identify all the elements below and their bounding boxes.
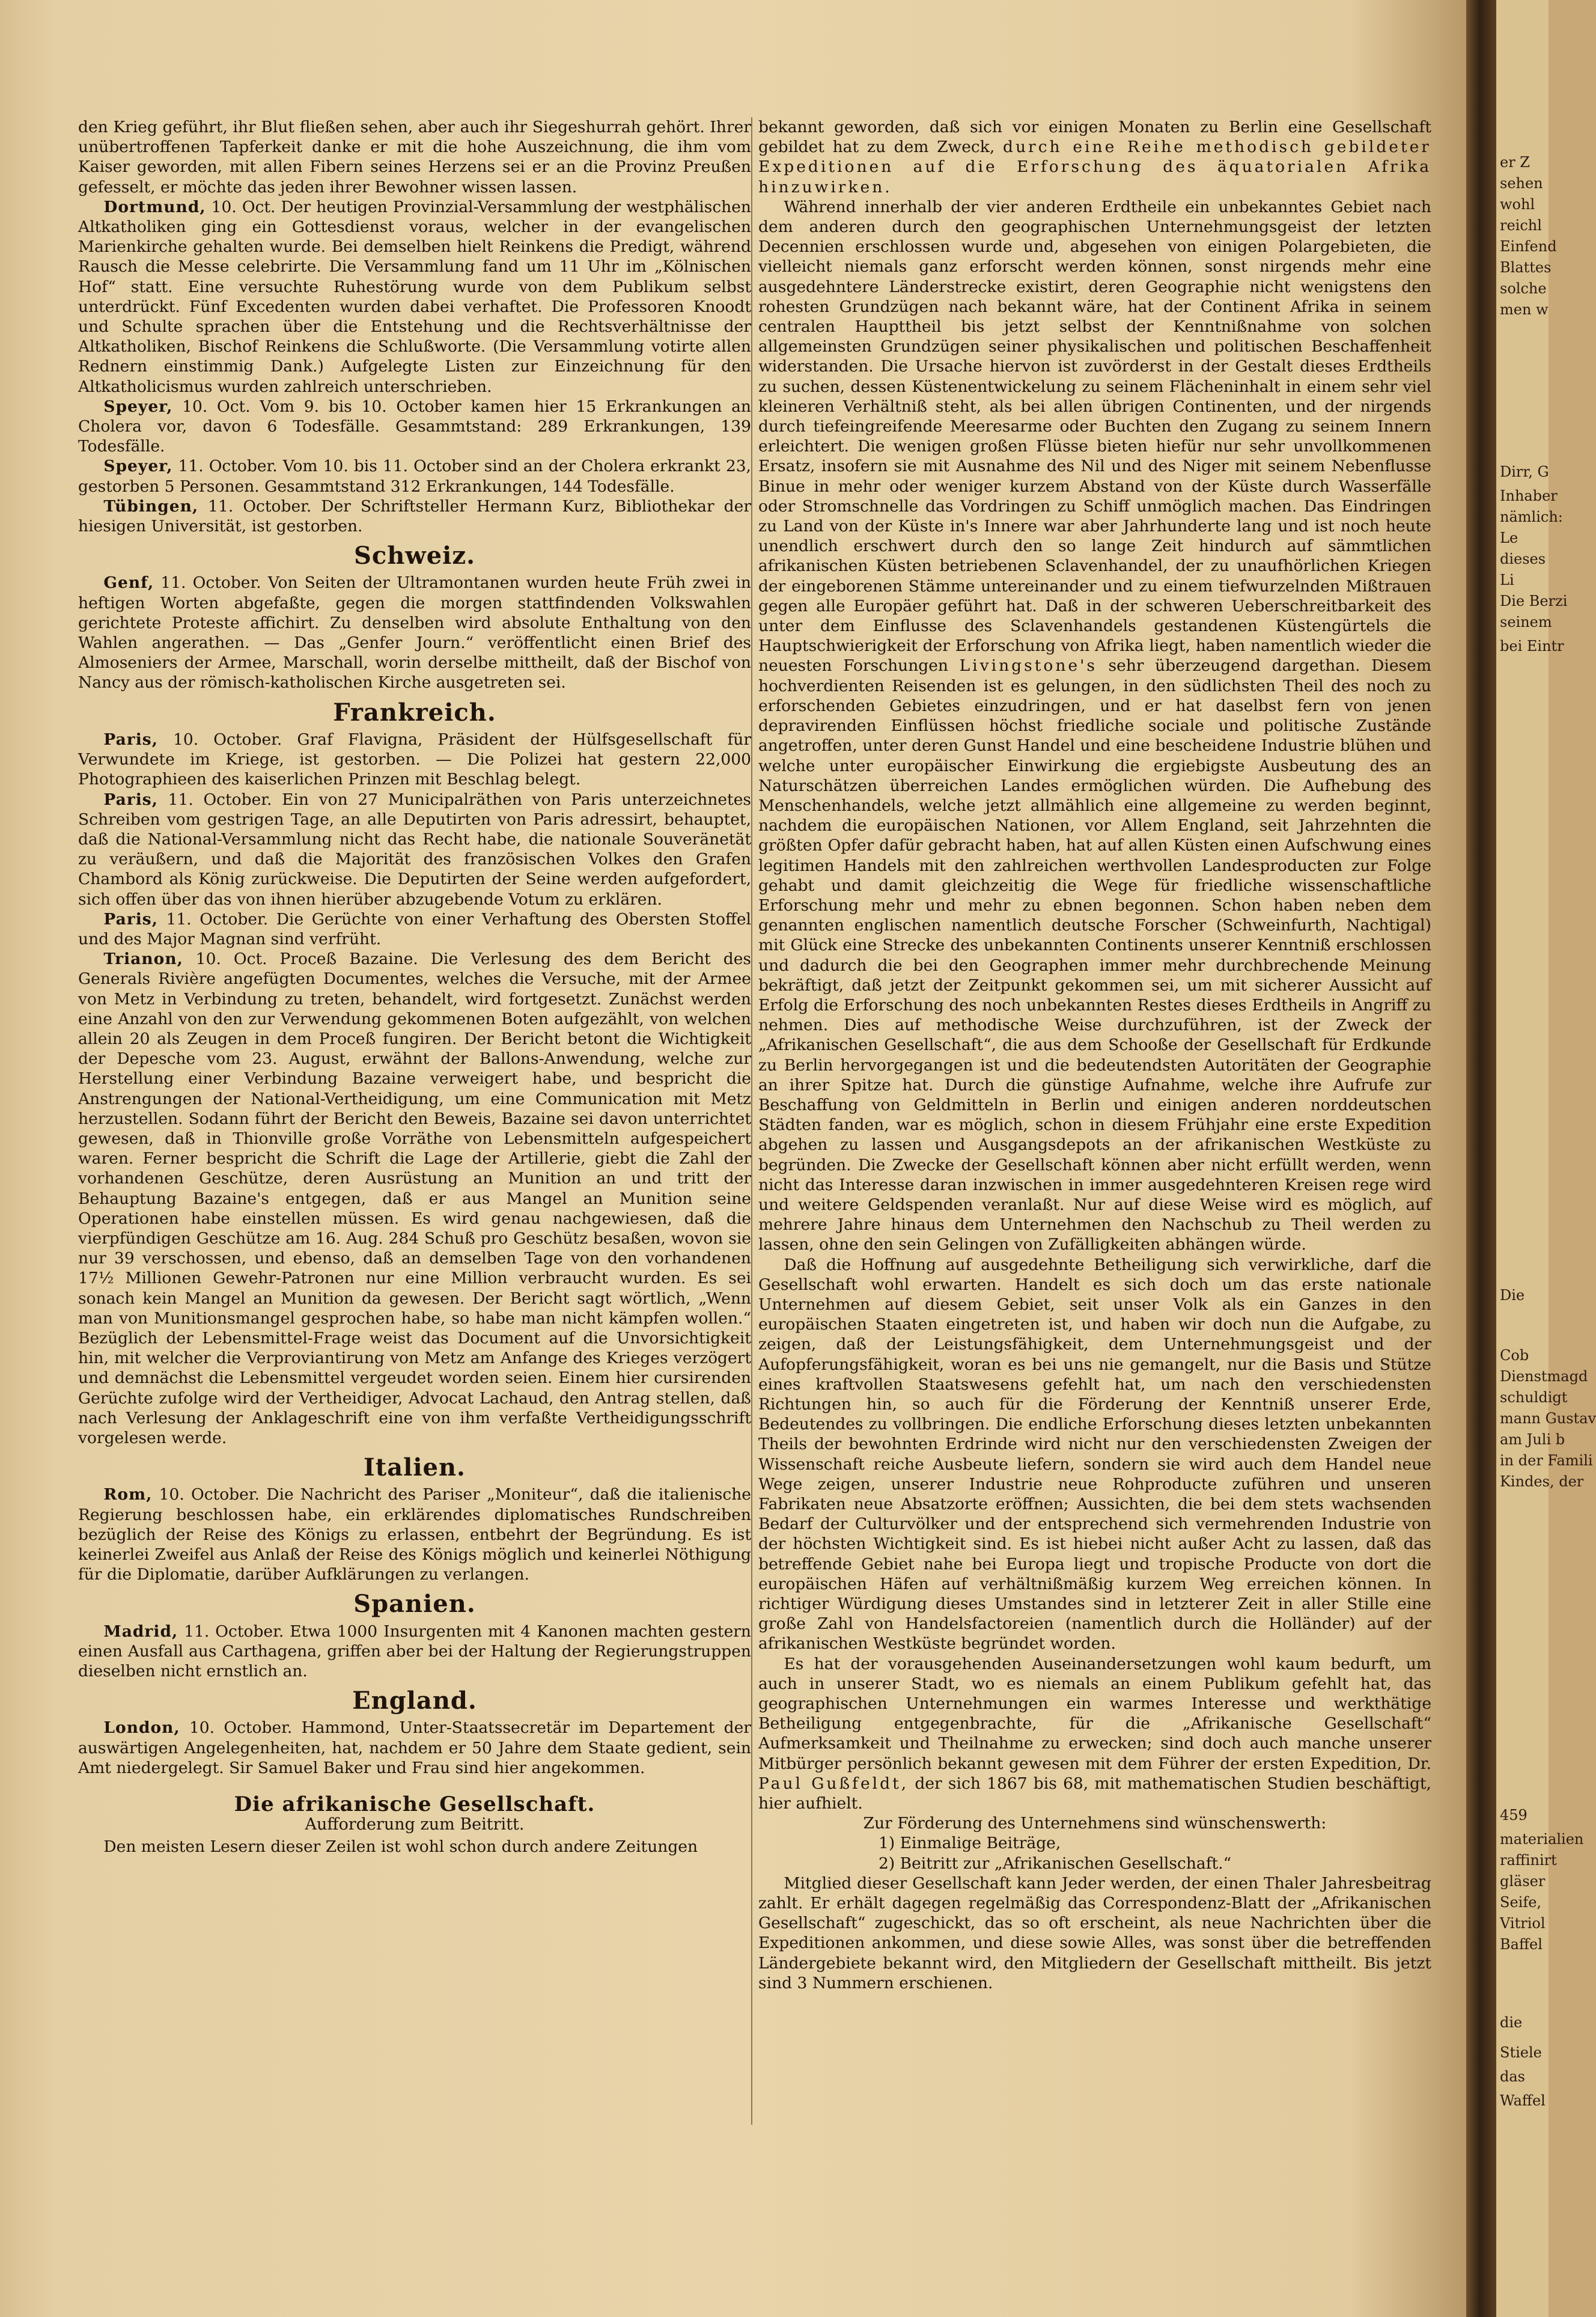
next-page-fragment: reichl [1500, 217, 1542, 234]
news-text: 11. October. Von Seiten der Ultramontanen wurden heute Früh zwei in heftigen Worten abgefaßte, gegen die morgen stattfindenden Volkswahlen gerichtete Proteste affichirt. Zu denselben wird absolute Enthaltung von den Wahlen angerathen. — Das „Genfer Journ.“ veröffentlicht einen Brief des Almoseniers der Armee, Marschall, worin derselbe mittheilt, daß der Bischof von Nancy aus der römisch-katholischen Kirche ausgetreten sei. [78, 573, 751, 692]
news-text: 10. October. Graf Flavigna, Präsident der Hülfsgesellschaft für Verwundete im Kriege, ist gestorben. — Die Polizei hat gestern 22,000 Photographieen des kaiserlichen Prinzen mit Beschlag belegt. [78, 730, 751, 789]
news-text: 11. October. Der Schriftsteller Hermann Kurz, Bibliothekar der hiesigen Universität, ist gestorben. [78, 496, 751, 536]
news-item-trianon [78, 949, 751, 1448]
next-page-fragment: raffinirt [1500, 1852, 1557, 1869]
article-text: sehr überzeugend dargethan. Diesem hochverdienten Reisenden ist es gelungen, in den südlichsten Theil des noch zu erforschenden Gebietes einzudringen, und er hat daselbst fern von jenen depravirenden Einflüssen höchst friedliche sociale und politische Zustände angetroffen, unter deren Gunst Handel und eine bescheidene Industrie blühen und welche unter europäischer Einwirkung die ergiebigste Ausbeutung des an Naturschätzen überreichen Landes ermöglichen würden. Die Aufhebung des Menschenhandels, welche jetzt allmählich eine allgemeine zu werden beginnt, nachdem die europäischen Nationen, vor Allem England, seit Jahrzehnten die größten Opfer dafür gebracht haben, hat auf allen Küsten einen Aufschwung eines legitimen Handels mit den zahlreichen werthvollen Landesproducten zur Folge gehabt und damit gleichzeitig die Wege für friedliche wissenschaftliche Erforschung mehr und mehr zu ebnen begonnen. Schon haben neben dem genannten englischen namentlich deutsche Forscher (Schweinfurth, Nachtigal) mit Glück eine Strecke des unbekannten Continents unserer Kenntniß erschlossen und dadurch die bei den Geographen immer mehr durchbrechende Meinung bekräftigt, daß jetzt der Zeitpunkt gekommen sei, um mit sicherer Aussicht auf Erfolg die Erforschung des noch unbekannten Restes dieses Erdtheils in Angriff zu nehmen. Dies auf methodische Weise durchzuführen, ist der Zweck der „Afrikanischen Gesellschaft“, die aus dem Schooße der Gesellschaft für Erdkunde zu Berlin hervorgegangen ist und die bedeutendsten Autoritäten der Geographie an ihrer Spitze hat. Durch die günstige Aufnahme, welche ihre Aufrufe zur Beschaffung von Geldmitteln in Berlin und einigen anderen norddeutschen Städten fanden, war es möglich, schon in diesem Frühjahr eine erste Expedition abgehen zu lassen und Ausgangsdepots an der afrikanischen Westküste zu begründen. Die Zwecke der Gesellschaft können aber nicht erfüllt werden, wenn nicht das Interesse daran inzwischen in immer ausgedehnteren Kreisen rege wird und weitere Geldspenden veranlaßt. Nur auf diese Weise wird es möglich, auf mehrere Jahre hinaus dem Unternehmen den Nachschub zu Theil werden zu lassen, ohne den sein Gelingen von Zufälligkeiten abhängen würde. [758, 656, 1431, 1254]
next-page-fragment: am Juli b [1500, 1431, 1565, 1448]
dateline: London, [103, 1718, 180, 1738]
next-page-fragment: Baffel [1500, 1936, 1543, 1953]
dateline: Tübingen, [103, 496, 199, 516]
next-page-fragment: wohl [1500, 196, 1535, 213]
dateline: Speyer, [103, 397, 173, 416]
news-text: 11. October. Die Gerüchte von einer Verhaftung des Obersten Stoffel und des Major Magnan sind verfrüht. [78, 909, 751, 948]
article-paragraph-5: Zur Förderung des Unternehmens sind wünschenswerth: [863, 1814, 1327, 1833]
next-page-fragment: Le [1500, 530, 1518, 546]
article-text: Während innerhalb der vier anderen Erdtheile ein unbekanntes Gebiet nach dem anderen durch den geographischen Unternehmungsgeist der letzten Decennien erschlossen wurde und, abgesehen von einigen Polargebieten, die vielleicht niemals ganz erforscht werden können, sonst nirgends mehr eine ausgedehntere Länderstrecke existirt, deren Geographie nicht wenigstens den rohesten Grundzügen nach bekannt wäre, hat der Continent Afrika in seinem centralen Haupttheil bis jetzt selbst der Kenntnißnahme von solchen allgemeinsten Grundzügen seiner physikalischen und politischen Beschaffenheit widerstanden. Die Ursache hiervon ist zuvörderst in der Gestalt dieses Erdtheils zu suchen, dessen Küstenentwickelung zu seinem Flächeninhalt in einem sehr viel kleineren Verhältniß steht, als bei allen übrigen Continenten, und der nirgends durch tiefeingreifende Meeresarme oder Buchten den Zugang zu seinem Innern erleichtert. Die wenigen großen Flüsse bieten hiefür nur sehr unvollkommenen Ersatz, insofern sie mit Ausnahme des Nil und des Niger mit seinem Nebenflusse Binue in mehr oder weniger kurzem Abstand von der Küste durch Wasserfälle oder Stromschnelle das Vordringen zu Schiff unmöglich machen. Das Eindringen zu Land von der Küste in's Innere war aber Jahrhunderte lang und ist noch heute unendlich erschwert durch den so lange Zeit hindurch auf sämmtlichen afrikanischen Küsten betriebenen Sclavenhandel, der zu unaufhörlichen Kriegen der eingeborenen Stämme untereinander und zu einem tiefwurzelnden Mißtrauen gegen alle Europäer geführt hat. Daß in der schweren Ueberschreitbarkeit des unter dem Einflusse des Sclavenhandels gestandenen Küstengürtels die Hauptschwierigkeit der Erforschung von Afrika liegt, haben namentlich wieder die neuesten Forschungen [758, 197, 1431, 676]
article-text: bekannt geworden, daß sich vor einigen Monaten zu Berlin eine Gesellschaft gebildet hat zu dem Zweck, [758, 118, 1431, 157]
next-page-fragment: Inhaber [1500, 487, 1558, 504]
dateline: Paris, [103, 909, 158, 929]
next-page-fragment: gläser [1500, 1873, 1546, 1890]
next-page-fragment: in der Famili [1500, 1452, 1593, 1469]
article-paragraph-1 [758, 117, 1431, 197]
news-text: 11. October. Vom 10. bis 11. October sind an der Cholera erkrankt 23, gestorben 5 Personen. Gesammtstand 312 Erkrankungen, 144 Todesfälle. [78, 457, 751, 496]
next-page-fragment: Einfend [1500, 238, 1557, 255]
spaced-emphasis: durch eine Reihe methodisch gebildeter Expeditionen auf die Erforschung des äquatorialen Afrika hinzuwirken. [758, 138, 1431, 197]
left-column [78, 117, 751, 1857]
list-item-2: 2) Beitritt zur „Afrikanischen Gesellschaft.“ [879, 1854, 1232, 1873]
next-page-fragment: seinem [1500, 614, 1552, 630]
article-text: Es hat der vorausgehenden Auseinandersetzungen wohl kaum bedurft, um auch in unserer Stadt, wo es niemals an einem Publikum gefehlt hat, das geographischen Unternehmungen ein warmes Interesse und werkthätige Betheiligung entgegenbrachte, für die „Afrikanische Gesellschaft“ Aufmerksamkeit und Theilnahme zu erwecken; sind doch auch manche unserer Mitbürger persönlich bekannt gewesen mit dem Führer der ersten Expedition, Dr. [758, 1654, 1431, 1773]
next-page-fragment: Blattes [1500, 259, 1552, 276]
next-page-fragment: solche [1500, 280, 1547, 297]
news-item-paris-1 [78, 730, 751, 790]
intro-paragraph: den Krieg geführt, ihr Blut fließen sehen, aber auch ihr Siegeshurrah gehört. Ihrer unübertroffenen Tapferkeit danke er mit die hohe Auszeichnung, die ihm vom Kaiser geworden, mit allen Fibern seines Herzens sei er an die Provinz Preußen gefesselt, er möchte das jeden ihrer Bewohner wissen lassen. [78, 118, 751, 197]
article-text: der sich 1867 bis 68, mit mathematischen Studien beschäftigt, hier aufhielt. [758, 1774, 1431, 1813]
next-page-fragment: Kindes, der [1500, 1473, 1584, 1490]
dateline: Genf, [103, 573, 154, 593]
dateline: Paris, [103, 730, 158, 749]
article-title: Die afrikanische Gesellschaft. [234, 1792, 595, 1817]
news-item-dortmund [78, 197, 751, 397]
article-subtitle: Aufforderung zum Beitritt. [305, 1815, 525, 1834]
next-page-fragment: Vitriol [1500, 1915, 1546, 1932]
news-item-london [78, 1718, 751, 1778]
next-page-fragment: nämlich: [1500, 508, 1563, 525]
next-page-fragment: Dienstmagd [1500, 1368, 1588, 1385]
news-item-paris-3 [78, 909, 751, 949]
dateline: Rom, [103, 1485, 153, 1504]
news-text: 10. Oct. Proceß Bazaine. Die Verlesung des dem Bericht des Generals Rivière angefügten Documentes, welches die Versuche, mit der Armee von Metz in Verbindung zu treten, behandelt, wird fortgesetzt. Zunächst werden eine Anzahl von den zur Verwendung gekommenen Boten aufgezählt, von welchen allein 20 als Zeugen in dem Proceß fungiren. Der Bericht betont die Wichtigkeit der Depesche vom 23. August, erwähnt der Ballons-Anwendung, welche zur Herstellung einer Verbindung Bazaine verweigert habe, und bespricht die Anstrengungen der National-Vertheidigung, um eine Communication mit Metz herzustellen. Sodann führt der Bericht den Beweis, Bazaine sei davon unterrichtet gewesen, daß in Thionville große Vorräthe von Lebensmitteln aufgespeichert waren. Ferner bespricht die Schrift die Lage der Artillerie, giebt die Zahl der vorhandenen Geschütze, deren Ausrüstung an Munition an und tritt der Behauptung Bazaine's entgegen, daß er aus Mangel an Munition seine Operationen habe einstellen müssen. Es wird genau nachgewiesen, daß die vierpfündigen Geschütze am 16. Aug. 284 Schuß pro Geschütz besaßen, wovon sie nur 39 verschossen, und ebenso, daß an demselben Tage von den vorhandenen 17½ Millionen Gewehr-Patronen nur eine Million verbraucht wurden. Es sei sonach kein Mangel an Munition da gewesen. Der Bericht sagt wörtlich, „Wenn man von Munitionsmangel gesprochen habe, so habe man nicht kämpfen wollen.“ Bezüglich der Lebensmittel-Frage weist das Document auf die Unvorsichtigkeit hin, mit welcher die Verproviantirung von Metz am Anfange des Krieges verzögert und demnächst die Lebensmittel vergeudet worden seien. Einem hier cursirenden Gerüchte zufolge wird der Vertheidiger, Advocat Lachaud, den Antrag stellen, daß nach Verlesung der Anklageschrift eine von ihm verfaßte Vertheidigungsschrift vorgelesen werde. [78, 950, 751, 1447]
article-paragraph-3: Daß die Hoffnung auf ausgedehnte Betheiligung sich verwirkliche, darf die Gesellschaft wohl erwarten. Handelt es sich doch um das erste nationale Unternehmen auf diesem Gebiet, seit unser Volk als ein Ganzes in den europäischen Staaten eingetreten ist, und haben wir doch nun die Aufgabe, zu zeigen, daß der Leistungsfähigkeit, dem Unternehmungsgeist und der Aufopferungsfähigkeit, woran es bei uns nie gemangelt, nur die Basis und Stütze eines kraftvollen Staatswesens gefehlt hat, um nach den verschiedensten Richtungen hin, so auch für die Förderung der Kenntniß unserer Erde, Bedeutendes zu vollbringen. Die endliche Erforschung dieses letzten unbekannten Theils der bewohnten Erdrinde wird nicht nur den verschiedensten Zweigen der Wissenschaft reiche Ausbeute liefern, sondern sie wird auch dem Handel neue Wege zeigen, unserer Industrie neue Rohproducte zuführen und unseren Fabrikaten neue Absatzorte eröffnen; Aussichten, die bei dem stets wachsenden Bedarf der Culturvölker und der entsprechend sich vermehrenden Industrie von der höchsten Wichtigkeit sind. Es ist hiebei nicht außer Acht zu lassen, daß das betreffende Gebiet nahe bei Europa liegt und tropische Producte von dort die europäischen Häfen auf verhältnißmäßig kurzem Weg erreichen können. In richtiger Würdigung dieses Umstandes sind in letzterer Zeit in aller Stille eine große Zahl von Handelsfactoreien (namentlich durch die Holländer) auf der afrikanischen Westküste begründet worden. [758, 1255, 1431, 1653]
dateline: Paris, [103, 790, 158, 809]
dateline: Madrid, [103, 1622, 178, 1641]
news-text: 11. October. Etwa 1000 Insurgenten mit 4 Kanonen machten gestern einen Ausfall aus Carthagena, griffen aber bei der Haltung der Regierungstruppen dieselben nicht ernstlich an. [78, 1622, 751, 1681]
news-text: 10. Oct. Vom 9. bis 10. October kamen hier 15 Erkrankungen an Cholera vor, davon 6 Todesfälle. Gesammtstand: 289 Erkrankungen, 139 Todesfälle. [78, 397, 751, 456]
next-page-fragment: die [1500, 2014, 1523, 2031]
next-page-fragment: materialien [1500, 1831, 1584, 1848]
book-gutter [1466, 0, 1496, 2317]
adjacent-page-edge [1496, 0, 1596, 2317]
next-page-fragment: Cob [1500, 1347, 1529, 1364]
news-item-paris-2 [78, 790, 751, 909]
news-text: 10. October. Hammond, Unter-Staatssecretär im Departement der auswärtigen Angelegenheiten, hat, nachdem er 50 Jahre dem Staate gedient, sein Amt niedergelegt. Sir Samuel Baker und Frau sind hier angekommen. [78, 1718, 751, 1777]
news-text: 11. October. Ein von 27 Municipalräthen von Paris unterzeichnetes Schreiben vom gestrigen Tage, an alle Deputirten von Paris adressirt, behauptet, daß die National-Versammlung nicht das Recht habe, die nationale Souveränetät zu veräußern, und daß die Majorität des französischen Volkes den Grafen Chambord als König zurückweise. Die Deputirten der Seine werden aufgefordert, sich offen über das von ihnen hierüber abzugebende Votum zu erklären. [78, 790, 751, 909]
dateline: Trianon, [103, 950, 183, 969]
next-page-fragment: Waffel [1500, 2092, 1546, 2109]
section-heading-italien: Italien. [364, 1453, 466, 1482]
spaced-name-guessfeldt: Paul Gußfeldt, [758, 1774, 909, 1793]
next-page-fragment: bei Eintr [1500, 638, 1564, 655]
news-text: 10. Oct. Der heutigen Provinzial-Versammlung der westphälischen Altkatholiken ging ein Gottesdienst voraus, welcher in der evangelischen Marienkirche gehalten wurde. Bei demselben hielt Reinkens die Predigt, während Rausch die Messe celebrirte. Die Versammlung fand um 11 Uhr im „Kölnischen Hof“ statt. Eine versuchte Ruhestörung wurde von dem Publikum selbst unterdrückt. Fünf Excedenten wurden dabei verhaftet. Die Professoren Knoodt und Schulte sprachen über die Entstehung und die Rechtsverhältnisse der Altkatholiken, Bischof Reinkens die Schlußworte. (Die Versammlung votirte allen Rednern einstimmig Dank.) Aufgelegte Listen zur Einzeichnung für den Altkatholicismus wurden zahlreich unterschrieben. [78, 197, 751, 396]
list-item-1: 1) Einmalige Beiträge, [879, 1834, 1061, 1853]
article-paragraph-2 [758, 197, 1431, 1255]
section-heading-frankreich: Frankreich. [333, 698, 496, 727]
news-item-genf [78, 573, 751, 692]
section-heading-schweiz: Schweiz. [353, 542, 476, 570]
spaced-name-livingstone: Livingstone's [959, 656, 1097, 676]
next-page-fragment: schuldigt [1500, 1389, 1568, 1406]
next-page-fragment: sehen [1500, 175, 1543, 192]
news-text: 10. October. Die Nachricht des Pariser „Moniteur“, daß die italienische Regierung beschlossen habe, ein erklärendes diplomatisches Rundschreiben bezüglich der Reise des Königs zu erlassen, entbehrt der Begründung. Es ist keinerlei Zweifel aus Anlaß der Reise des Königs möglich und keinerlei Nöthigung für die Diplomatie, darüber Aufklärungen zu verlangen. [78, 1485, 751, 1584]
next-page-fragment: Seife, [1500, 1894, 1542, 1911]
next-page-fragment: dieses [1500, 551, 1546, 567]
column-rule [751, 117, 752, 2125]
news-item-rom [78, 1485, 751, 1584]
next-page-fragment: men w [1500, 301, 1549, 318]
news-item-madrid [78, 1622, 751, 1682]
news-item-speyer-2 [78, 456, 751, 496]
section-heading-england: England. [352, 1687, 477, 1715]
news-item-tuebingen [78, 496, 751, 536]
next-page-fragment: mann Gustav [1500, 1410, 1596, 1427]
next-page-fragment: er Z [1500, 154, 1530, 171]
next-page-fragment: Stiele [1500, 2044, 1542, 2061]
next-page-fragment: Dirr, G [1500, 463, 1549, 480]
news-item-speyer-1 [78, 397, 751, 457]
next-page-fragment: Li [1500, 572, 1514, 588]
article-paragraph-6: Mitglied dieser Gesellschaft kann Jeder werden, der einen Thaler Jahresbeitrag zahlt. Er erhält dagegen regelmäßig das Correspondenz-Blatt der „Afrikanischen Gesellschaft“ zugeschickt, das so oft erscheint, als neue Nachrichten über die Expeditionen ankommen, und diese sowie Alles, was sonst über die betreffenden Ländergebiete bekannt wird, den Mitgliedern der Gesellschaft mittheilt. Bis jetzt sind 3 Nummern erschienen. [758, 1873, 1431, 1992]
article-paragraph-4 [758, 1654, 1431, 1814]
article-opening: Den meisten Lesern dieser Zeilen ist wohl schon durch andere Zeitungen [103, 1837, 698, 1857]
next-page-fragment: Die [1500, 1287, 1525, 1304]
next-page-fragment: 459 [1500, 1807, 1527, 1824]
dateline: Speyer, [103, 457, 173, 476]
dateline: Dortmund, [103, 197, 206, 216]
next-page-fragment: Die Berzi [1500, 593, 1568, 609]
next-page-fragment: das [1500, 2068, 1525, 2085]
section-heading-spanien: Spanien. [353, 1590, 476, 1619]
right-column [758, 117, 1431, 1993]
